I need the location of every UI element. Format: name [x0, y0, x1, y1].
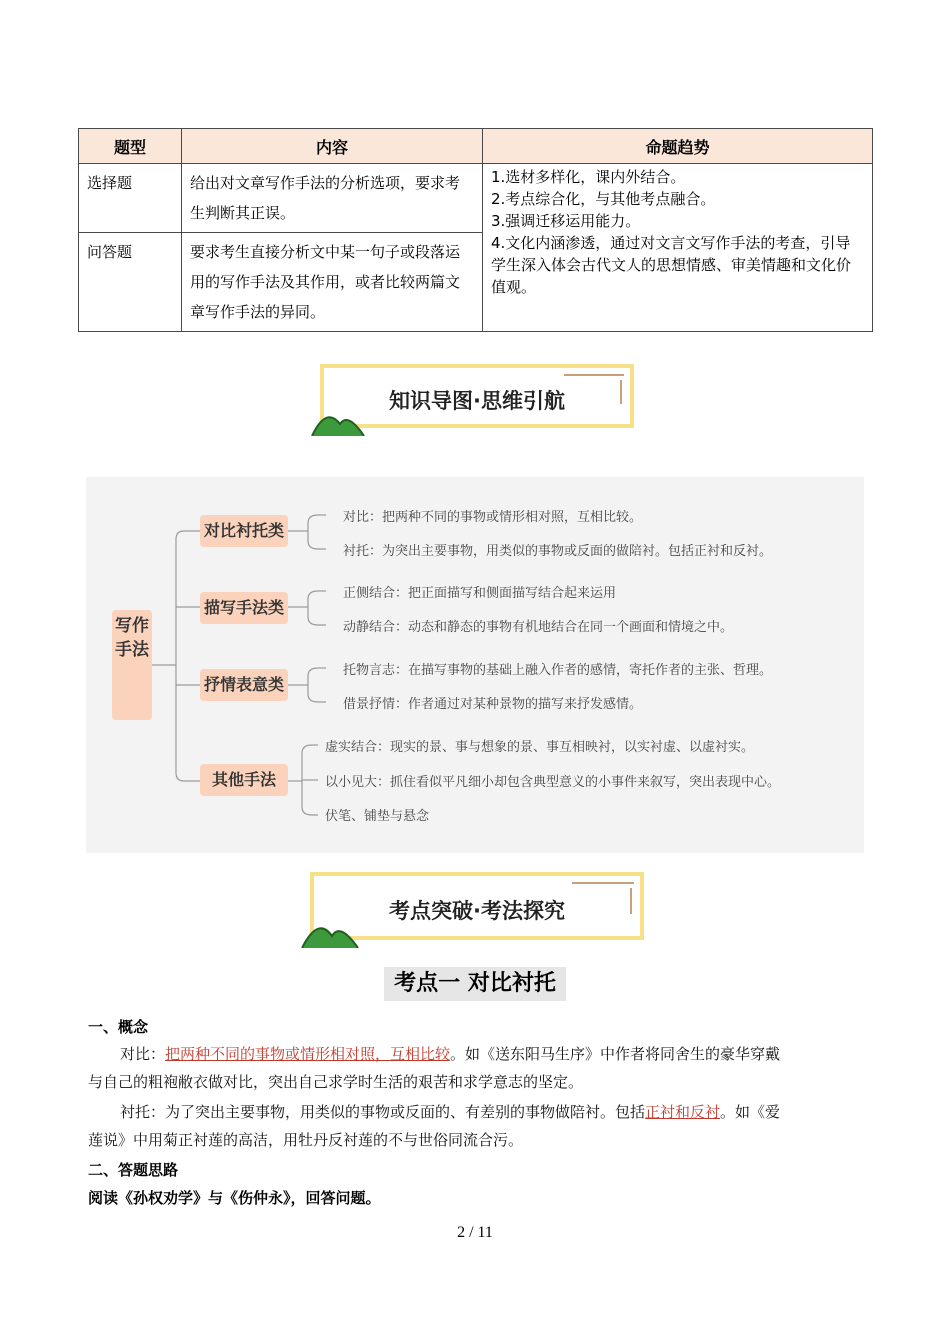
- leaf-item: 正侧结合：把正面描写和侧面描写结合起来运用: [343, 586, 617, 601]
- reading-prompt: 阅读《孙权劝学》与《伤仲永》，回答问题。: [88, 1189, 381, 1207]
- trend-item: 1.选材多样化，课内外结合。: [491, 168, 686, 186]
- text-span: 。如《送东阳马生序》中作者将同舍生的豪华穿戴: [450, 1045, 781, 1063]
- leaf-item: 借景抒情：作者通过对某种景物的描写来抒发感情。: [343, 697, 643, 712]
- hill-icon: [300, 914, 360, 948]
- leaf-item: 对比：把两种不同的事物或情形相对照，互相比较。: [343, 510, 643, 525]
- header-content: 内容: [182, 129, 483, 164]
- leaf-item: 虚实结合：现实的景、事与想象的景、事互相映衬，以实衬虚、以虚衬实。: [325, 740, 755, 755]
- overview-table: [78, 128, 873, 332]
- section-title: 考点一 对比衬托: [384, 967, 566, 1001]
- category-expression: 抒情表意类: [200, 669, 288, 701]
- hill-icon: [310, 404, 366, 436]
- category-other: 其他手法: [200, 764, 288, 796]
- table-row: [79, 164, 873, 233]
- banner-decoration: [572, 882, 634, 884]
- mind-map-root: 写作手法: [112, 610, 152, 720]
- leaf-item: 动静结合：动态和静态的事物有机地结合在同一个画面和情境之中。: [343, 620, 734, 635]
- paragraph-contrast: [88, 1040, 878, 1096]
- trend-item: 4.文化内涵渗透，通过对文言文写作手法的考查，引导学生深入体会古代文人的思想情感、审美情趣和文化价值观。: [491, 234, 852, 296]
- text-span: 衬托：为了突出主要事物，用类似的事物或反面的、有差别的事物做陪衬。包括: [120, 1103, 646, 1121]
- page-number: 2 / 11: [457, 1224, 493, 1241]
- paragraph-foil: [88, 1098, 878, 1154]
- banner-decoration: [620, 380, 622, 404]
- cell-trend: [483, 164, 873, 332]
- trend-item: 2.考点综合化，与其他考点融合。: [491, 190, 716, 208]
- banner-exam-points: [310, 872, 644, 940]
- cell-content: 给出对文章写作手法的分析选项，要求考生判断其正误。: [182, 164, 483, 233]
- leaf-item: 以小见大：抓住看似平凡细小却包含典型意义的小事件来叙写，突出表现中心。: [325, 775, 781, 790]
- cell-content: 要求考生直接分析文中某一句子或段落运用的写作手法及其作用，或者比较两篇文章写作手法的异同。: [182, 233, 483, 332]
- banner-title: 知识导图·思维引航: [389, 389, 565, 413]
- paragraph-line: [88, 1098, 878, 1126]
- leaf-item: 伏笔、铺垫与悬念: [325, 809, 430, 824]
- highlight-definition: 把两种不同的事物或情形相对照，互相比较: [165, 1045, 451, 1063]
- paragraph-line: 莲说》中用菊正衬莲的高洁，用牡丹反衬莲的不与世俗同流合污。: [88, 1131, 524, 1149]
- heading-concept: 一、概念: [88, 1018, 149, 1036]
- cell-type: 问答题: [79, 233, 182, 332]
- category-contrast: 对比衬托类: [200, 515, 288, 547]
- banner-mindmap: [320, 364, 634, 428]
- category-description: 描写手法类: [200, 592, 288, 624]
- banner-decoration: [564, 374, 624, 376]
- trend-item: 3.强调迁移运用能力。: [491, 212, 641, 230]
- text-span: 。如《爱: [720, 1103, 781, 1121]
- term-label: 对比：: [120, 1045, 166, 1063]
- leaf-item: 衬托：为突出主要事物，用类似的事物或反面的做陪衬。包括正衬和反衬。: [343, 544, 773, 559]
- highlight-definition: 正衬和反衬: [645, 1103, 721, 1121]
- paragraph-line: 与自己的粗袍敝衣做对比，突出自己求学时生活的艰苦和求学意志的坚定。: [88, 1073, 584, 1091]
- leaf-item: 托物言志：在描写事物的基础上融入作者的感情，寄托作者的主张、哲理。: [343, 663, 773, 678]
- paragraph-line: [88, 1040, 878, 1068]
- cell-type: 选择题: [79, 164, 182, 233]
- header-trend: 命题趋势: [483, 129, 873, 164]
- mind-map: [86, 477, 864, 853]
- header-type: 题型: [79, 129, 182, 164]
- banner-decoration: [630, 888, 632, 914]
- table-header-row: [79, 129, 873, 164]
- banner-title: 考点突破·考法探究: [389, 899, 565, 923]
- heading-approach: 二、答题思路: [88, 1161, 179, 1179]
